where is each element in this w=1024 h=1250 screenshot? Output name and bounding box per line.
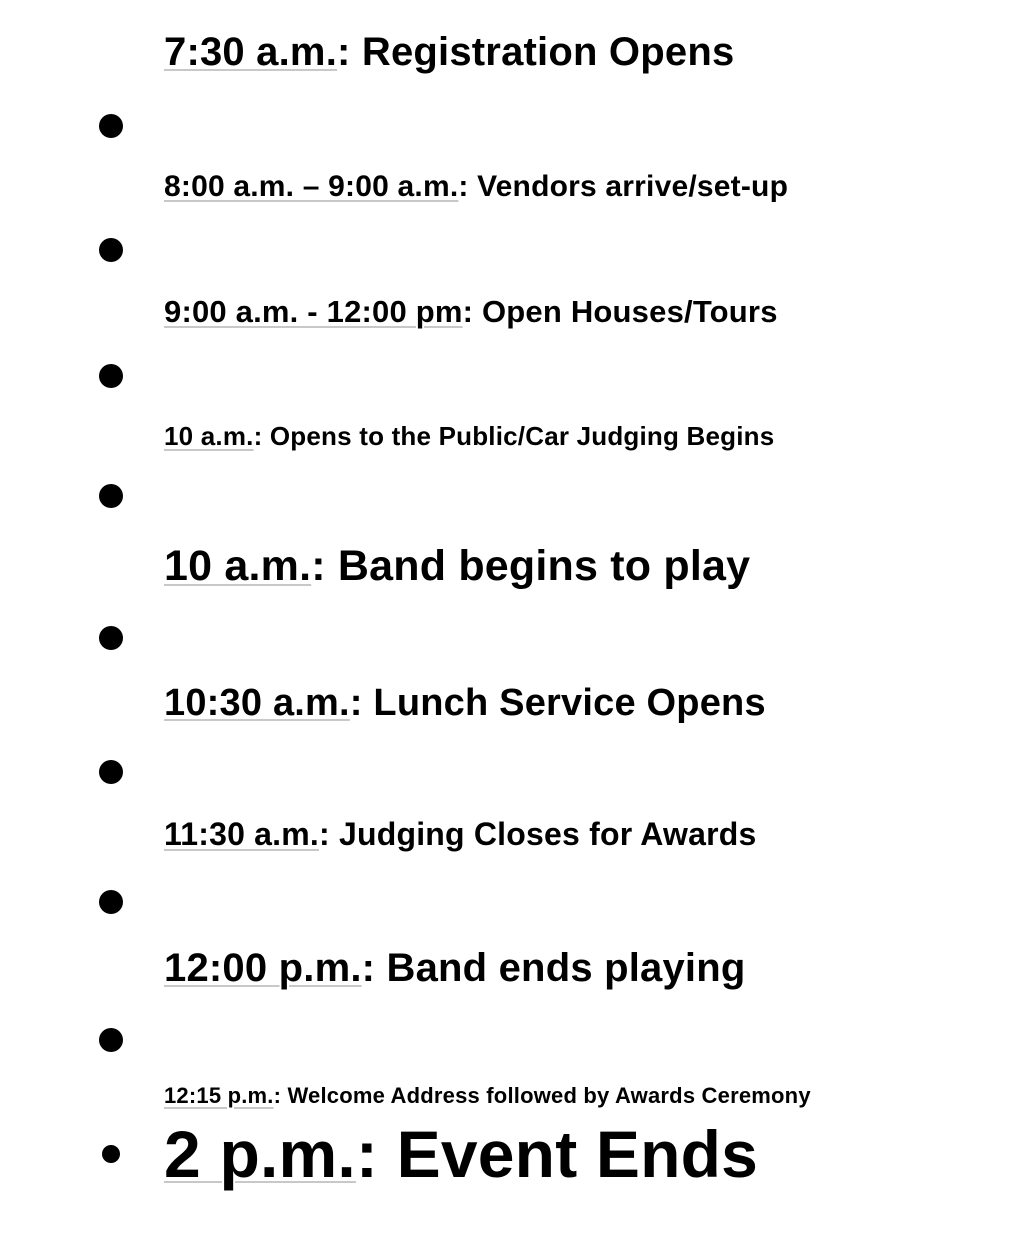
entry-separator: : <box>355 1117 397 1191</box>
entry-separator: : <box>319 816 339 852</box>
entry-separator: : <box>361 946 387 990</box>
entry-time: 12:15 p.m. <box>164 1083 274 1108</box>
entry-time: 10 a.m. <box>164 542 312 590</box>
schedule-entry-open-houses <box>164 294 778 330</box>
entry-text: Opens to the Public/Car Judging Begins <box>269 421 775 451</box>
entry-time: 8:00 a.m. – 9:00 a.m. <box>164 170 459 203</box>
bullet-icon <box>99 890 123 914</box>
bullet-icon <box>99 626 123 650</box>
entry-text: Band ends playing <box>386 946 746 990</box>
entry-separator: : <box>273 1083 288 1108</box>
entry-time: 2 p.m. <box>164 1117 356 1191</box>
schedule-entry-judging-closes <box>164 816 756 853</box>
entry-text: Registration Opens <box>361 30 735 74</box>
entry-time: 7:30 a.m. <box>164 30 338 74</box>
entry-separator: : <box>337 30 362 74</box>
entry-separator: : <box>462 294 482 329</box>
schedule-entry-vendors <box>164 170 788 204</box>
entry-text: Open Houses/Tours <box>481 294 778 329</box>
entry-time: 10 a.m. <box>164 421 254 451</box>
schedule-entry-band-begins <box>164 542 750 591</box>
schedule-entry-welcome-address <box>164 1083 811 1109</box>
schedule-entry-band-ends <box>164 946 746 991</box>
entry-time: 11:30 a.m. <box>164 816 319 852</box>
entry-separator: : <box>349 682 374 724</box>
entry-time: 9:00 a.m. - 12:00 pm <box>164 294 463 329</box>
bullet-icon <box>99 238 123 262</box>
entry-separator: : <box>253 421 270 451</box>
bullet-icon <box>102 1145 120 1163</box>
bullet-icon <box>99 484 123 508</box>
bullet-icon <box>99 364 123 388</box>
schedule-entry-registration <box>164 30 734 75</box>
entry-text: Vendors arrive/set-up <box>477 170 789 203</box>
entry-text: Lunch Service Opens <box>373 682 766 724</box>
entry-text: Band begins to play <box>337 542 751 590</box>
schedule-entry-event-ends <box>164 1116 758 1192</box>
entry-time: 10:30 a.m. <box>164 682 350 724</box>
entry-text: Event Ends <box>396 1117 759 1191</box>
entry-separator: : <box>311 542 338 590</box>
entry-time: 12:00 p.m. <box>164 946 362 990</box>
bullet-icon <box>99 114 123 138</box>
entry-text: Welcome Address followed by Awards Ceremony <box>287 1083 811 1108</box>
entry-text: Judging Closes for Awards <box>338 816 757 852</box>
schedule-entry-lunch <box>164 682 766 725</box>
bullet-icon <box>99 1028 123 1052</box>
bullet-icon <box>99 760 123 784</box>
schedule-entry-public-opening <box>164 421 774 452</box>
entry-separator: : <box>458 170 478 203</box>
